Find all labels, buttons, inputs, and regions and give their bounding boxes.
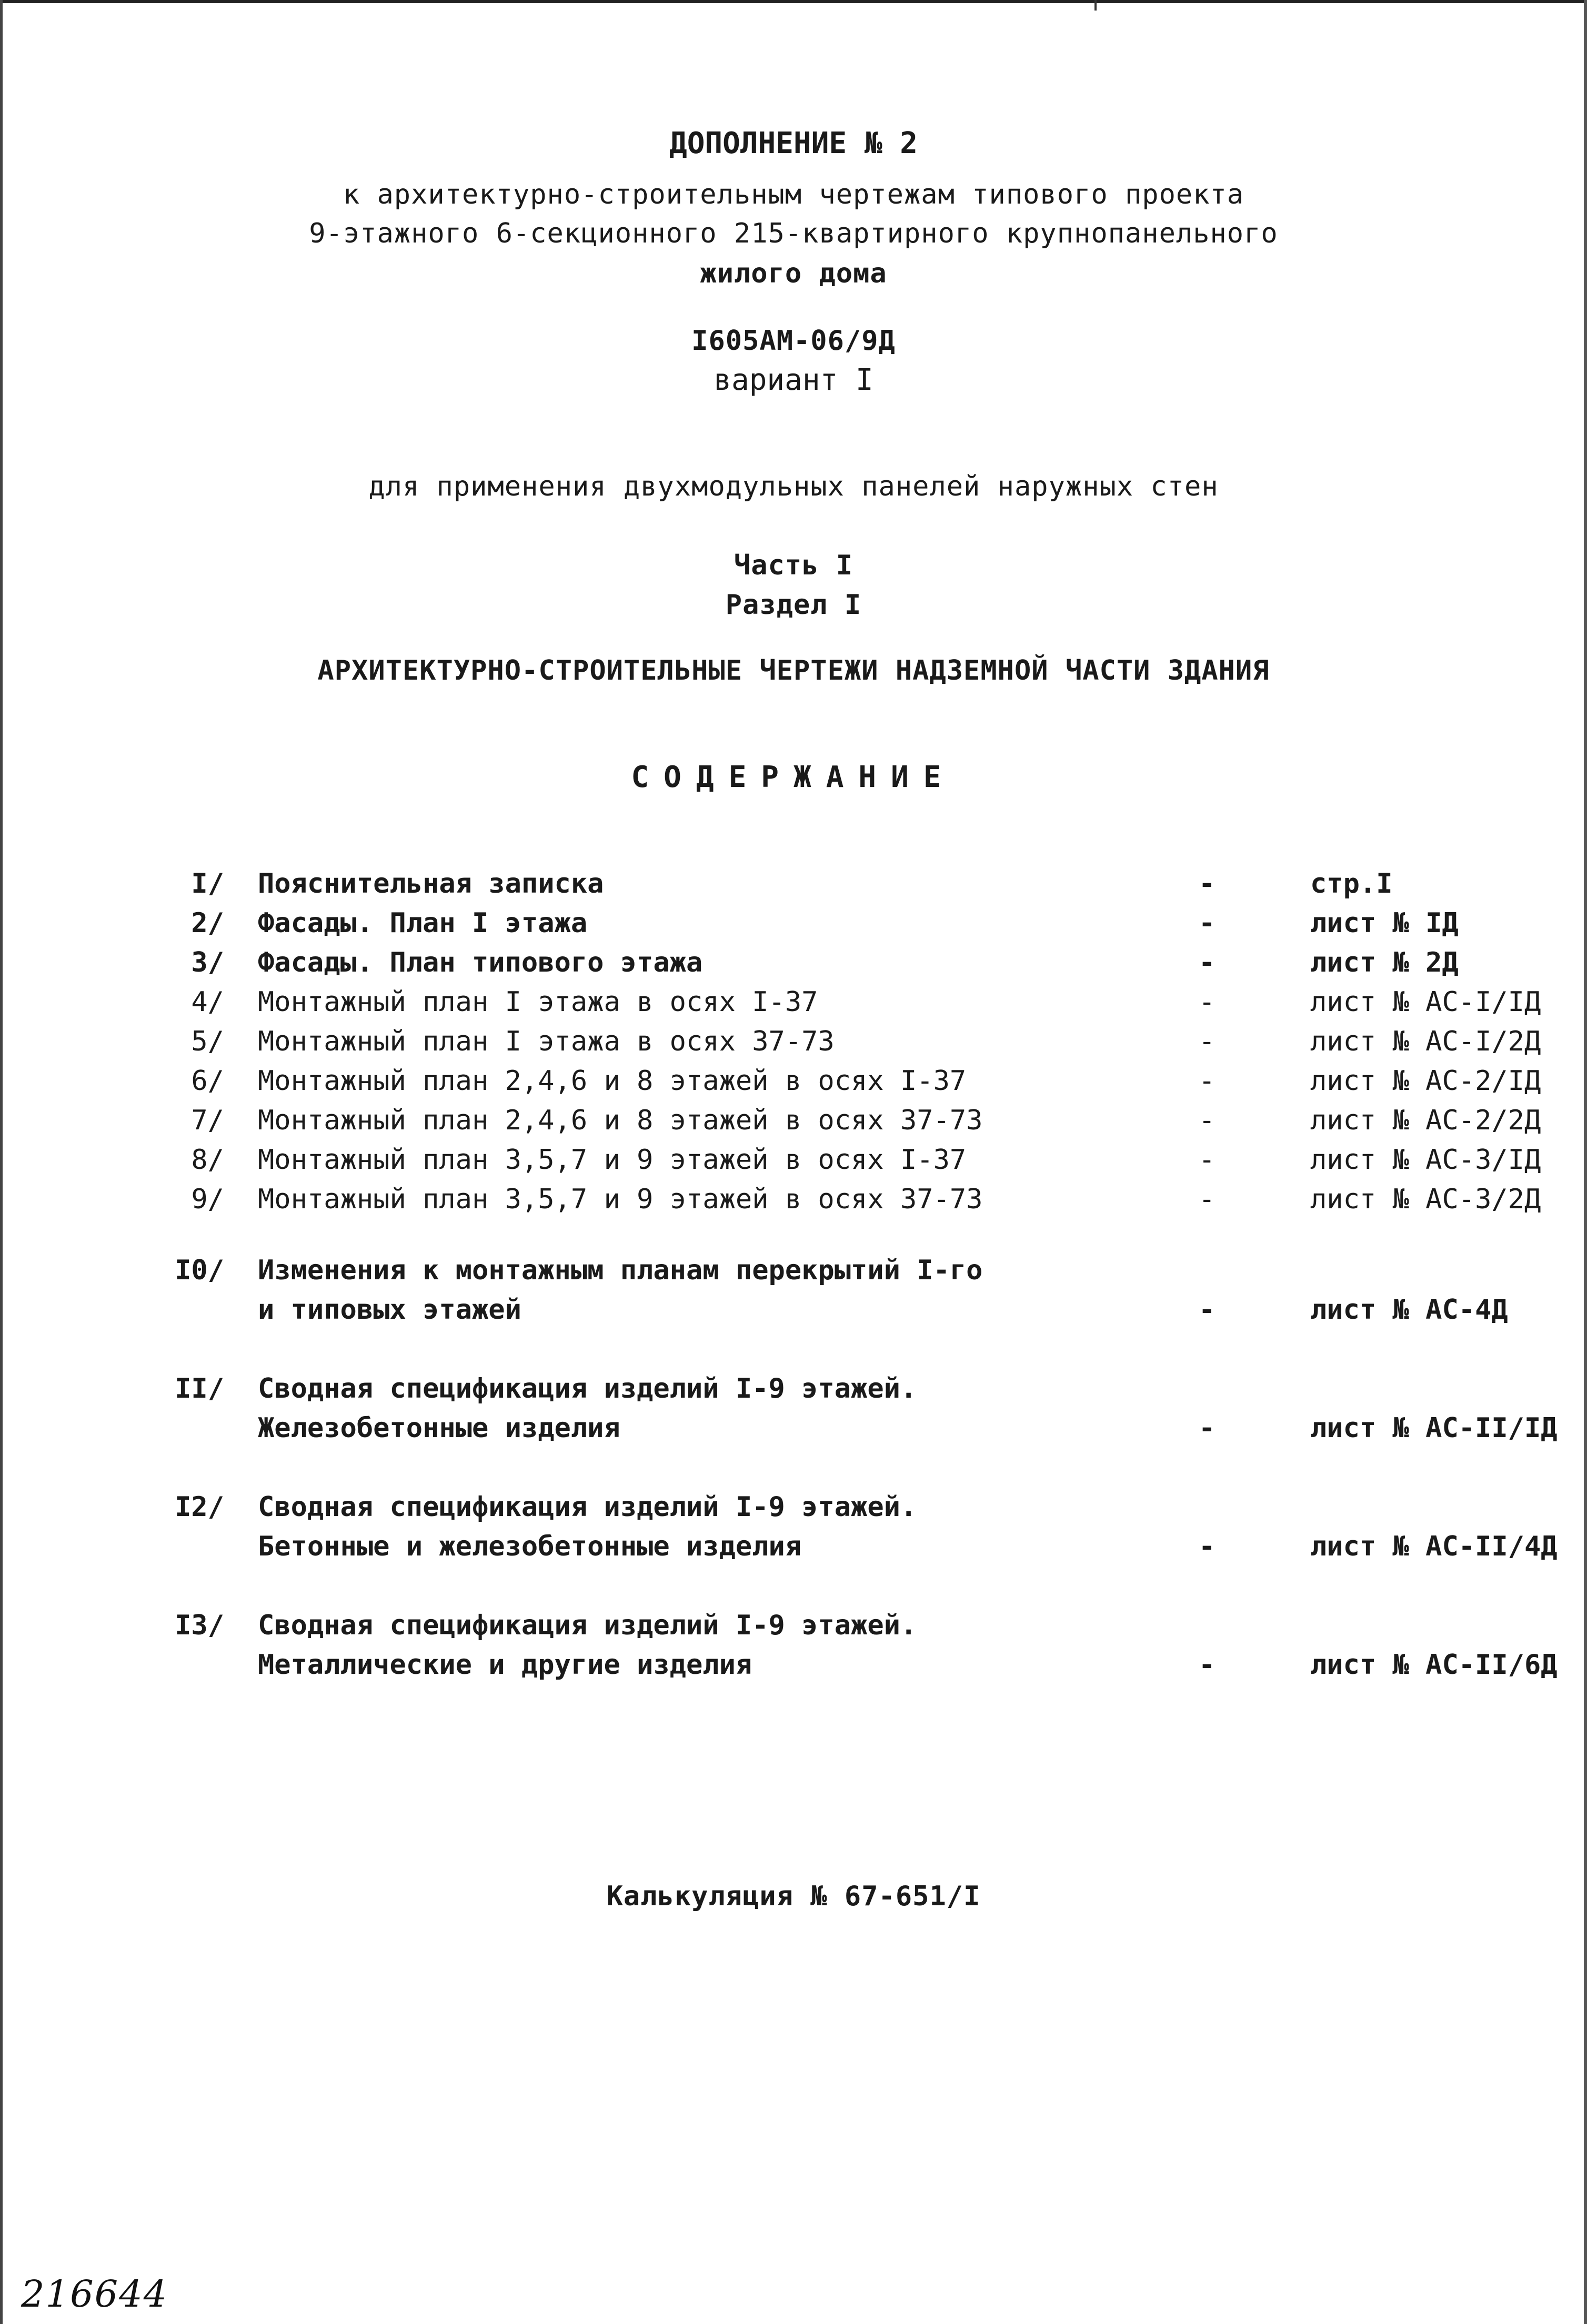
toc-item-sheet-ref: лист № АС-II/IД [1310,1412,1558,1444]
toc-item-dash: - [1199,1649,1216,1681]
section-label: Раздел I [725,589,862,621]
toc-item-text: Сводная спецификация изделий I-9 этажей. [258,1491,917,1523]
document-title: ДОПОЛНЕНИЕ № 2 [669,126,918,160]
toc-item-text: Монтажный план I этажа в осях 37-73 [258,1026,835,1057]
toc-item-sheet-ref: лист № АС-3/2Д [1310,1184,1541,1215]
toc-item [0,1026,1587,1063]
toc-item-number: 6/ [191,1065,224,1097]
toc-item-sheet-ref: лист № АС-2/IД [1310,1065,1541,1097]
toc-item [0,947,1587,984]
toc-item-text: Пояснительная записка [258,868,604,900]
toc-item-dash: - [1199,907,1216,939]
toc-item-text: Бетонные и железобетонные изделия [258,1531,802,1562]
toc-item-dash: - [1199,868,1216,900]
toc-item-dash: - [1199,1065,1216,1097]
toc-item-sheet-ref: лист № IД [1310,907,1459,939]
toc-item-dash: - [1199,1412,1216,1444]
toc-item-number: 4/ [191,986,224,1018]
toc-item-sheet-ref: стр.I [1310,868,1393,900]
toc-item-number: 3/ [191,947,224,978]
toc-item-number: I3/ [175,1610,224,1641]
purpose-line: для применения двухмодульных панелей наружных стен [368,471,1219,502]
toc-item-text: Фасады. План I этажа [258,907,588,939]
toc-item-sheet-ref: лист № АС-II/4Д [1310,1531,1558,1562]
toc-item-number: 5/ [191,1026,224,1057]
subtitle-line-3: жилого дома [700,258,887,289]
toc-item-text: Фасады. План типового этажа [258,947,703,978]
page-border-top [0,0,1587,3]
toc-item-dash: - [1199,1144,1216,1176]
toc-item-text: Изменения к монтажным планам перекрытий I-го [258,1255,983,1286]
toc-item-number: 2/ [191,907,224,939]
toc-item-text: Железобетонные изделия [258,1412,620,1444]
toc-item [0,868,1587,905]
subtitle-line-2: 9-этажного 6-секционного 215-квартирного крупнопанельного [309,218,1278,249]
toc-item-sheet-ref: лист № 2Д [1310,947,1459,978]
toc-item-text: Монтажный план 2,4,6 и 8 этажей в осях I-37 [258,1065,967,1097]
toc-item-number: I0/ [175,1255,224,1286]
toc-item-dash: - [1199,1105,1216,1136]
toc-item [0,1373,1587,1444]
calculation-number: Калькуляция № 67-651/I [606,1881,981,1912]
toc-item-number: 8/ [191,1144,224,1176]
toc-item-text: Сводная спецификация изделий I-9 этажей. [258,1610,917,1641]
toc-item-text: Монтажный план 3,5,7 и 9 этажей в осях I-37 [258,1144,967,1176]
toc-item [0,1105,1587,1141]
toc-item [0,1144,1587,1181]
variant: вариант I [714,363,873,397]
toc-item [0,907,1587,944]
toc-item-number: 9/ [191,1184,224,1215]
toc-item-text: Монтажный план 3,5,7 и 9 этажей в осях 37-73 [258,1184,983,1215]
toc-item-dash: - [1199,1026,1216,1057]
toc-item-number: 7/ [191,1105,224,1136]
contents-heading: СОДЕРЖАНИЕ [631,760,956,794]
toc-item [0,1610,1587,1681]
toc-item-dash: - [1199,947,1216,978]
toc-item [0,1184,1587,1220]
toc-item-dash: - [1199,1184,1216,1215]
page-edge-mark [1094,0,1097,11]
handwritten-archive-number: 216644 [21,2272,168,2316]
toc-item-sheet-ref: лист № АС-I/IД [1310,986,1541,1018]
toc-item [0,1255,1587,1326]
toc-item-text: Монтажный план I этажа в осях I-37 [258,986,818,1018]
toc-item [0,1065,1587,1102]
toc-item [0,1491,1587,1562]
toc-item-dash: - [1199,986,1216,1018]
toc-item-number: I/ [191,868,224,900]
subtitle-line-1: к архитектурно-строительным чертежам типового проекта [343,179,1244,210]
toc-item-number: I2/ [175,1491,224,1523]
toc-item-number: II/ [175,1373,224,1404]
toc-item-sheet-ref: лист № АС-3/IД [1310,1144,1541,1176]
toc-item-text: Монтажный план 2,4,6 и 8 этажей в осях 37-73 [258,1105,983,1136]
toc-item-dash: - [1199,1294,1216,1326]
toc-item-sheet-ref: лист № АС-2/2Д [1310,1105,1541,1136]
toc-item-text: и типовых этажей [258,1294,521,1326]
toc-item-dash: - [1199,1531,1216,1562]
toc-item-sheet-ref: лист № АС-II/6Д [1310,1649,1558,1681]
section-title: АРХИТЕКТУРНО-СТРОИТЕЛЬНЫЕ ЧЕРТЕЖИ НАДЗЕМНОЙ ЧАСТИ ЗДАНИЯ [317,655,1270,686]
part-label: Часть I [734,550,853,581]
project-code: I605АМ-06/9Д [691,325,896,357]
toc-item-sheet-ref: лист № АС-4Д [1310,1294,1508,1326]
toc-item-text: Металлические и другие изделия [258,1649,752,1681]
toc-item-text: Сводная спецификация изделий I-9 этажей. [258,1373,917,1404]
toc-item-sheet-ref: лист № АС-I/2Д [1310,1026,1541,1057]
toc-item [0,986,1587,1023]
